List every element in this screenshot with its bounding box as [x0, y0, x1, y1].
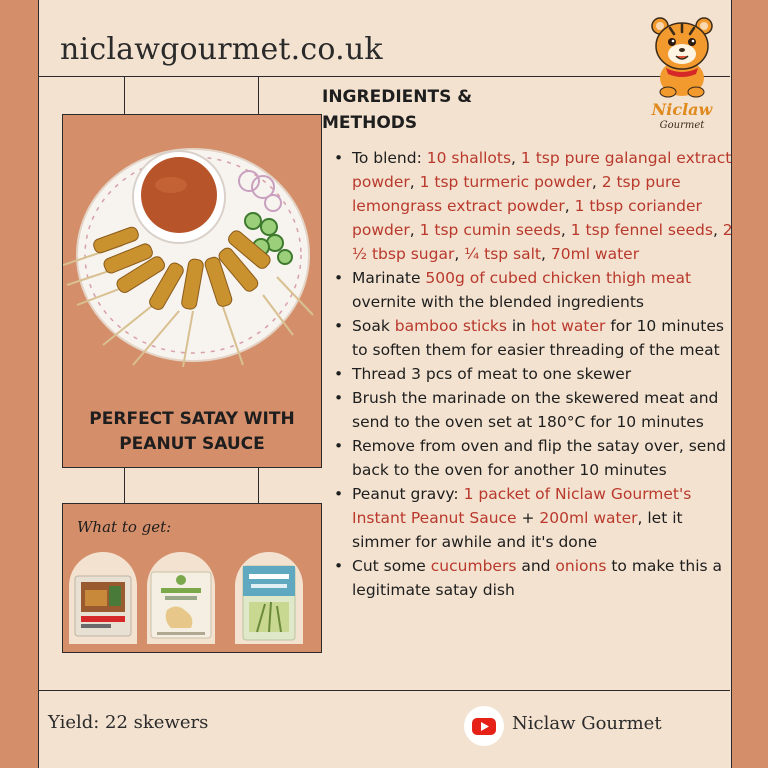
- youtube-logo-svg: [464, 706, 504, 746]
- site-url[interactable]: niclawgourmet.co.uk: [60, 32, 383, 67]
- highlighted-ingredient: 500g of cubed chicken thigh meat: [425, 269, 692, 287]
- method-step: [328, 266, 738, 314]
- youtube-icon[interactable]: [464, 706, 504, 746]
- step-text: +: [516, 509, 540, 527]
- step-text: Remove from oven and flip the satay over, send back to the oven for another 10 minutes: [352, 437, 726, 479]
- recipe-photo-card: [62, 114, 322, 468]
- step-text: , let it simmer for awhile and it's done: [352, 509, 683, 551]
- highlighted-ingredient: onions: [555, 557, 607, 575]
- method-step: [328, 362, 738, 386]
- recipe-title-line: PEANUT SAUCE: [119, 434, 265, 454]
- what-to-get-card: [62, 503, 322, 653]
- step-text: and: [516, 557, 556, 575]
- method-step: [328, 314, 738, 362]
- connector-line: [124, 76, 125, 114]
- galangal-packet-image: [147, 552, 215, 644]
- footer-divider: [38, 690, 730, 691]
- tiger-mascot-icon: [640, 12, 724, 100]
- step-text: ,: [564, 197, 575, 215]
- highlighted-ingredient: 70ml water: [550, 245, 640, 263]
- recipe-title: [63, 407, 321, 457]
- step-text: Marinate: [352, 269, 426, 287]
- method-step: [328, 146, 738, 266]
- step-text: ,: [591, 173, 602, 191]
- step-text: ,: [541, 245, 551, 263]
- method-step: [328, 386, 738, 434]
- step-text: Brush the marinade on the skewered meat and send to the oven set at 180°C for 10 minutes: [352, 389, 719, 431]
- highlighted-ingredient: 2 tsp pure lemongrass extract powder: [352, 173, 681, 215]
- step-text: overnite with the blended ingredients: [352, 293, 644, 311]
- step-text: Peanut gravy:: [352, 485, 464, 503]
- highlighted-ingredient: 1 packet of Niclaw Gourmet's Instant Peanut Sauce: [352, 485, 692, 527]
- product-lemongrass-extract[interactable]: [235, 552, 303, 644]
- step-text: To blend:: [352, 149, 427, 167]
- step-text: ,: [409, 221, 420, 239]
- header-divider: [38, 76, 730, 77]
- youtube-channel-name[interactable]: Niclaw Gourmet: [512, 713, 662, 734]
- highlighted-ingredient: 1 tsp fennel seeds: [570, 221, 713, 239]
- method-step: [328, 554, 738, 602]
- step-text: ,: [511, 149, 521, 167]
- highlighted-ingredient: 10 shallots: [426, 149, 512, 167]
- highlighted-ingredient: ¼ tsp salt: [464, 245, 542, 263]
- yield-text: Yield: 22 skewers: [48, 712, 209, 733]
- logo-name: Niclaw: [651, 100, 713, 119]
- step-text: ,: [560, 221, 571, 239]
- step-text: ,: [454, 245, 465, 263]
- lemongrass-packet-image: [235, 552, 303, 644]
- step-text: Soak: [352, 317, 395, 335]
- logo-subtitle: Gourmet: [659, 120, 705, 131]
- step-text: in: [506, 317, 531, 335]
- step-text: ,: [409, 173, 420, 191]
- product-satay-sauce[interactable]: [69, 552, 137, 644]
- highlighted-ingredient: 2 ½ tbsp sugar: [352, 221, 733, 263]
- connector-line: [124, 466, 125, 503]
- highlighted-ingredient: 1 tsp pure galangal extract powder: [352, 149, 732, 191]
- highlighted-ingredient: 1 tsp cumin seeds: [419, 221, 561, 239]
- highlighted-ingredient: hot water: [530, 317, 606, 335]
- step-text: Cut some: [352, 557, 431, 575]
- sauce-packet-image: [69, 552, 137, 644]
- highlighted-ingredient: cucumbers: [430, 557, 517, 575]
- method-step: [328, 482, 738, 554]
- step-text: to make this a legitimate satay dish: [352, 557, 723, 599]
- highlighted-ingredient: bamboo sticks: [394, 317, 507, 335]
- section-heading: [322, 84, 522, 136]
- product-galangal-extract[interactable]: [147, 552, 215, 644]
- method-step: [328, 434, 738, 482]
- satay-dish-photo: [63, 115, 321, 385]
- recipe-title-line: PERFECT SATAY WITH: [89, 409, 295, 429]
- connector-line: [258, 466, 259, 503]
- step-text: for 10 minutes to soften them for easier threading of the meat: [352, 317, 724, 359]
- highlighted-ingredient: 1 tsp turmeric powder: [419, 173, 592, 191]
- section-heading-line: INGREDIENTS &: [322, 87, 473, 107]
- highlighted-ingredient: 1 tbsp coriander powder: [352, 197, 702, 239]
- brand-logo: [640, 12, 724, 142]
- step-text: Thread 3 pcs of meat to one skewer: [352, 365, 632, 383]
- highlighted-ingredient: 200ml water: [539, 509, 638, 527]
- connector-line: [258, 76, 259, 114]
- step-text: ,: [712, 221, 723, 239]
- what-to-get-label: What to get:: [77, 518, 172, 536]
- section-heading-line: METHODS: [322, 113, 418, 133]
- method-steps-list: [328, 146, 738, 602]
